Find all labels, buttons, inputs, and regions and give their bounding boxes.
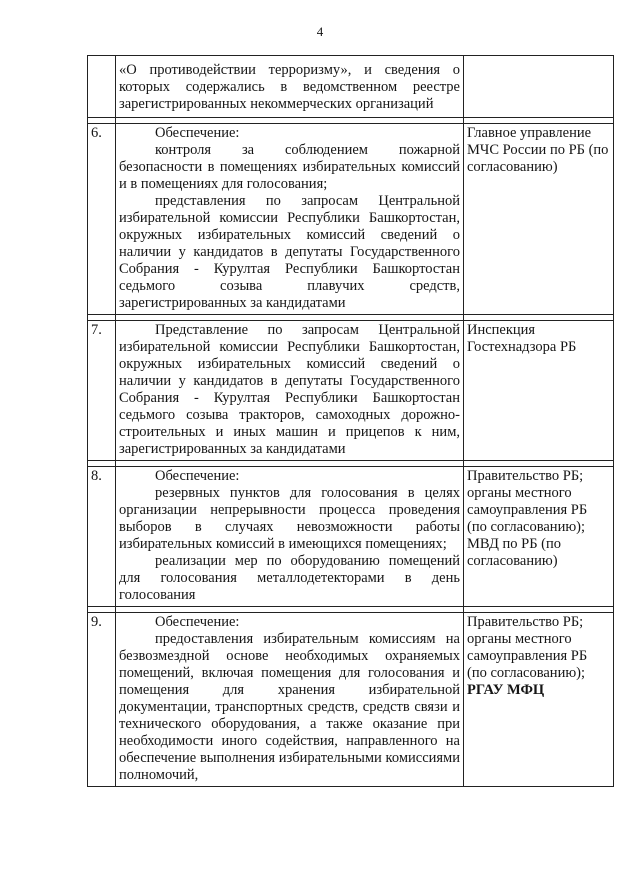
responsible-line: органы местного самоуправления РБ (по согласованию); [467, 485, 588, 535]
responsible-line: Правительство РБ; [467, 614, 584, 630]
responsible-cell [464, 124, 614, 315]
measure-text [116, 56, 464, 118]
table-row [88, 613, 614, 787]
measure-paragraph: резервных пунктов для голосования в целях организации непрерывности процесса проведения выборов в случаях невозможности работы избирательных комиссий в имеющихся помещениях; [119, 485, 460, 552]
table-row [88, 124, 614, 315]
row-number: 9. [88, 613, 116, 787]
measure-paragraph: Представление по запросам Центральной избирательной комиссии Республики Башкортостан, окружных избирательных комиссий сведений о наличии у кандидатов в депутаты Государственного Собрания - Курултая Республики Башкортостан седьмого созыва тракторов, самоходных дорожно-строительных и иных машин и прицепов к ним, зарегистрированных за кандидатами [119, 322, 460, 457]
responsible-line: МВД по РБ (по согласованию) [467, 536, 562, 569]
page-number: 4 [316, 24, 324, 39]
measure-text [116, 467, 464, 607]
measure-paragraph: Обеспечение: [155, 468, 240, 484]
responsible-line: Главное управление МЧС России по РБ (по согласованию) [467, 125, 609, 175]
measure-text [116, 124, 464, 315]
row-number [88, 56, 116, 118]
measure-text [116, 613, 464, 787]
measure-paragraph: Обеспечение: [155, 125, 240, 141]
table-row [88, 56, 614, 118]
table-row [88, 467, 614, 607]
measure-paragraph: предоставления избирательным комиссиям на безвозмездной основе необходимых охраняемых помещений, включая помещения для голосования и помещения для хранения избирательной документации, транспортных средств, средств связи и технического оборудования, а также оказание при необходимости иного содействия, направленного на обеспечение выполнения избирательными комиссиями полномочий, [119, 631, 460, 783]
responsible-cell [464, 56, 614, 118]
responsible-cell [464, 321, 614, 461]
measure-text [116, 321, 464, 461]
table-row [88, 321, 614, 461]
measure-paragraph: контроля за соблюдением пожарной безопасности в помещениях избирательных комиссий и в помещениях для голосования; [119, 142, 460, 192]
responsible-line: Правительство РБ; [467, 468, 584, 484]
measure-paragraph: представления по запросам Центральной избирательной комиссии Республики Башкортостан, окружных избирательных комиссий сведений о наличии у кандидатов в депутаты Государственного Собрания - Курултая Республики Башкортостан седьмого созыва плавучих средств, зарегистрированных за кандидатами [119, 193, 460, 311]
row-number: 6. [88, 124, 116, 315]
measures-table [87, 55, 614, 787]
measure-paragraph: «О противодействии терроризму», и сведения о которых содержались в ведомственном реестре зарегистрированных некоммерческих организаций [119, 62, 460, 112]
responsible-cell [464, 467, 614, 607]
responsible-cell [464, 613, 614, 787]
measure-paragraph: Обеспечение: [155, 614, 240, 630]
measure-paragraph: реализации мер по оборудованию помещений для голосования металлодетекторами в день голосования [119, 553, 460, 603]
responsible-line: РГАУ МФЦ [467, 682, 545, 698]
row-number: 7. [88, 321, 116, 461]
responsible-line: органы местного самоуправления РБ (по согласованию); [467, 631, 588, 681]
responsible-line: Инспекция Гостехнадзора РБ [467, 322, 577, 355]
row-number: 8. [88, 467, 116, 607]
